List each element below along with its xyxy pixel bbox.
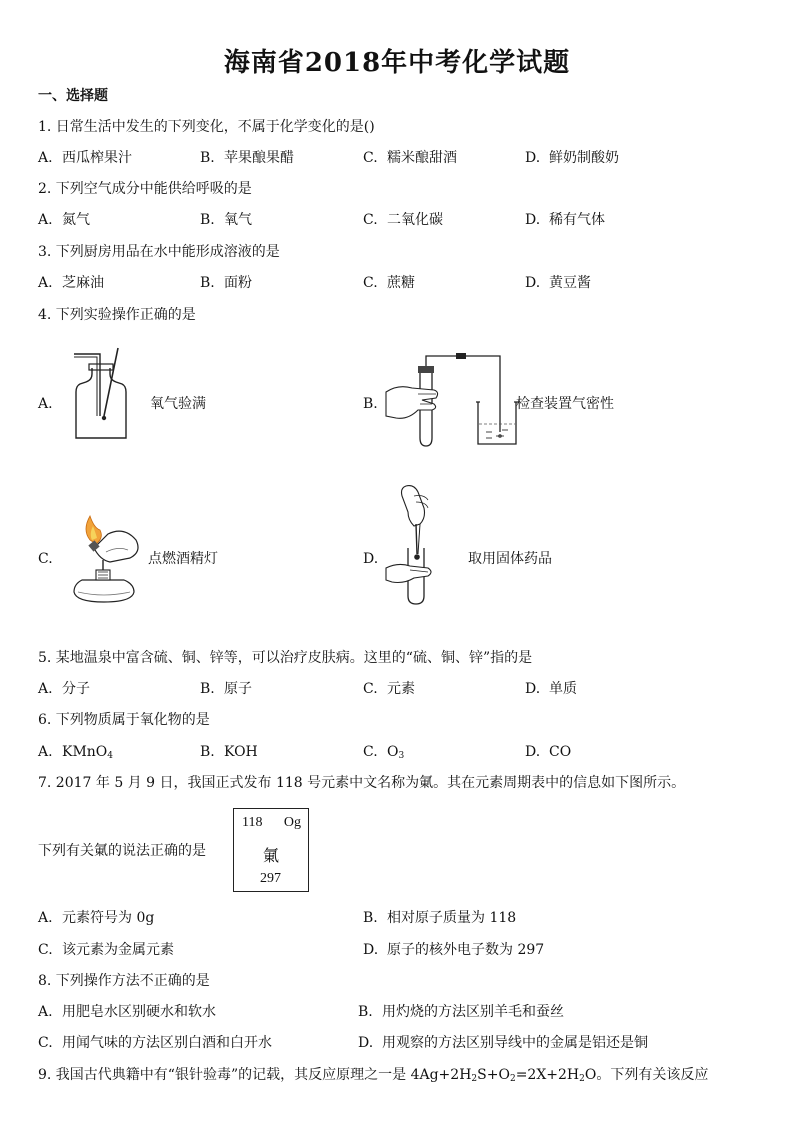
- lamp-label: 点燃酒精灯: [148, 551, 218, 567]
- option-a[interactable]: A. 用肥皂水区别硬水和软水: [38, 1004, 216, 1020]
- option-c[interactable]: C. 二氧化碳: [363, 212, 443, 228]
- option-a[interactable]: A. 分子: [38, 681, 90, 697]
- option-a[interactable]: A. 西瓜榨果汁: [38, 150, 132, 166]
- question-6-options: [38, 742, 768, 762]
- question-7-lead: 下列有关氭的说法正确的是: [38, 843, 206, 859]
- oxygen-check-label: 氧气验满: [150, 396, 206, 412]
- section-heading: 一、选择题: [38, 88, 108, 104]
- option-a[interactable]: A.: [38, 396, 53, 412]
- option-a[interactable]: A. 氮气: [38, 212, 90, 228]
- option-a[interactable]: A. 芝麻油: [38, 275, 104, 291]
- option-b[interactable]: B. 相对原子质量为 118: [363, 910, 517, 926]
- option-a[interactable]: A. KMnO$_4$: [38, 744, 114, 761]
- question-7-options-row2: [38, 940, 768, 960]
- option-d[interactable]: D. 稀有气体: [525, 212, 605, 228]
- question-7-stem: 7. 2017 年 5 月 9 日，我国正式发布 118 号元素中文名称为氭。其在元素周期表中的信息如下图所示。: [38, 775, 686, 791]
- question-2-stem: 2. 下列空气成分中能供给呼吸的是: [38, 181, 252, 197]
- option-d[interactable]: D.: [363, 551, 379, 567]
- question-5-options: [38, 679, 768, 699]
- option-a[interactable]: A. 元素符号为 0g: [38, 910, 155, 926]
- question-8-options-row1: [38, 1002, 768, 1022]
- question-9-stem: 9. 我国古代典籍中有“银针验毒”的记载，其反应原理之一是 $4Ag+2H_2S+O_2=2X+2H_2O$。下列有关该反应: [38, 1067, 709, 1084]
- question-1-options: [38, 148, 768, 168]
- question-4-stem: 4. 下列实验操作正确的是: [38, 307, 196, 323]
- option-b[interactable]: B. 原子: [200, 681, 252, 697]
- atomic-number: 118: [242, 815, 263, 830]
- option-b[interactable]: B.: [363, 396, 378, 412]
- periodic-element-card: [233, 808, 309, 892]
- question-8-stem: 8. 下列操作方法不正确的是: [38, 973, 210, 989]
- question-2-options: [38, 210, 768, 230]
- page-title: 海南省2018年中考化学试题: [223, 48, 571, 78]
- option-b[interactable]: B. 面粉: [200, 275, 252, 291]
- question-5-stem: 5. 某地温泉中富含硫、铜、锌等，可以治疗皮肤病。这里的“硫、铜、锌”指的是: [38, 650, 533, 666]
- oxygen-bottle-illustration: [70, 346, 132, 442]
- question-3-stem: 3. 下列厨房用品在水中能形成溶液的是: [38, 244, 280, 260]
- option-b[interactable]: B. 氧气: [200, 212, 252, 228]
- atomic-mass: 297: [260, 871, 281, 886]
- question-1-stem: 1. 日常生活中发生的下列变化，不属于化学变化的是(): [38, 119, 375, 135]
- option-c[interactable]: C. $O_3$: [363, 744, 405, 761]
- option-c[interactable]: C. 元素: [363, 681, 415, 697]
- solid-reagent-illustration: [384, 484, 446, 606]
- option-d[interactable]: D. 原子的核外电子数为 297: [363, 942, 545, 958]
- question-7-options-row1: [38, 908, 768, 928]
- option-c[interactable]: C. 用闻气味的方法区别白酒和白开水: [38, 1035, 272, 1051]
- option-b[interactable]: B. KOH: [200, 744, 258, 760]
- option-d[interactable]: D. 用观察的方法区别导线中的金属是铝还是铜: [358, 1035, 648, 1051]
- alcohol-lamp-illustration: [64, 512, 146, 604]
- option-b[interactable]: B. 苹果酿果醋: [200, 150, 294, 166]
- option-b[interactable]: B. 用灼烧的方法区别羊毛和蚕丝: [358, 1004, 564, 1020]
- option-d[interactable]: D. 鲜奶制酸奶: [525, 150, 619, 166]
- element-name: 氭: [262, 848, 279, 865]
- question-3-options: [38, 273, 768, 293]
- option-c[interactable]: C. 该元素为金属元素: [38, 942, 174, 958]
- question-6-stem: 6. 下列物质属于氧化物的是: [38, 712, 210, 728]
- option-c[interactable]: C. 蔗糖: [363, 275, 415, 291]
- question-8-options-row2: [38, 1033, 768, 1053]
- option-c[interactable]: C. 糯米酿甜酒: [363, 150, 457, 166]
- option-d[interactable]: D. 黄豆酱: [525, 275, 591, 291]
- option-d[interactable]: D. CO: [525, 744, 572, 760]
- option-c[interactable]: C.: [38, 551, 53, 567]
- element-symbol: Og: [283, 815, 301, 830]
- reagent-label: 取用固体药品: [468, 551, 552, 567]
- airtightness-label: 检查装置气密性: [516, 396, 614, 412]
- option-d[interactable]: D. 单质: [525, 681, 577, 697]
- airtightness-check-illustration: [382, 346, 522, 448]
